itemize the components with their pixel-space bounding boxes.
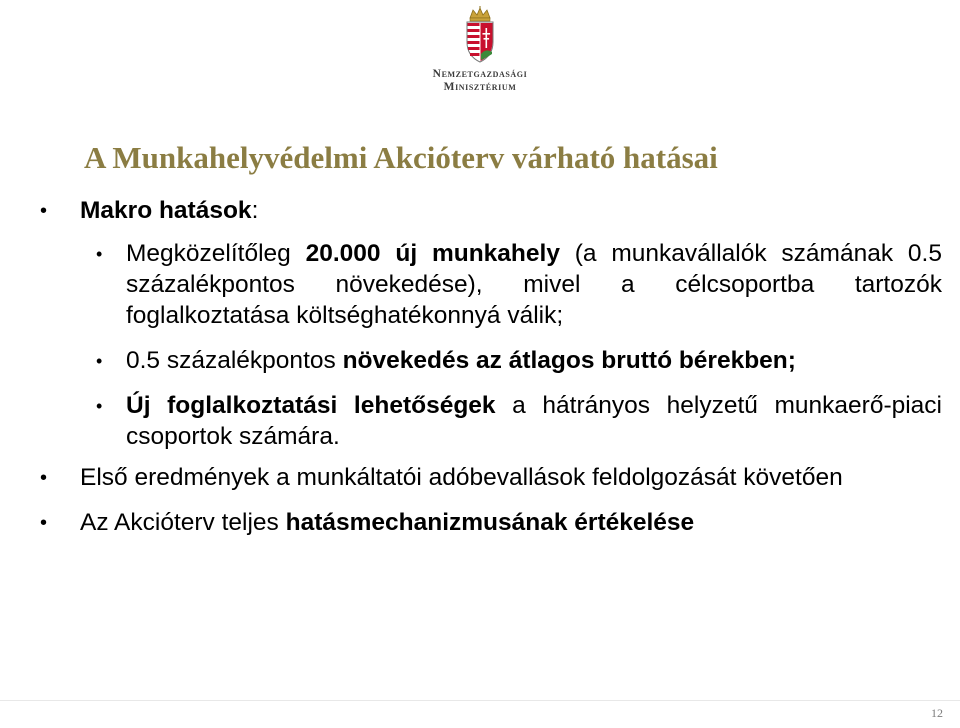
makro-label: Makro hatások (80, 197, 252, 224)
bullet-makro (40, 195, 942, 226)
makro-sublist (40, 238, 942, 452)
sub-bullet-lehetosegek (78, 390, 942, 452)
bullet-dot-icon: • (96, 244, 103, 264)
sub-bullet-berek (78, 345, 942, 376)
org-name-line2: Minisztérium (443, 81, 517, 93)
bullet-dot-icon: • (40, 200, 48, 222)
sub2-pre: 0.5 százalékpontos (126, 347, 343, 374)
bullet-dot-icon: • (40, 512, 48, 534)
bullet-dot-icon: • (96, 396, 103, 416)
slide-content (40, 195, 942, 550)
elso-text: Első eredmények a munkáltatói adóbevallások feldolgozását követően (80, 464, 843, 491)
sub3-bold: Új foglalkoztatási lehetőségek (126, 392, 496, 419)
org-name-line1: Nemzetgazdasági (432, 68, 528, 80)
page-number: 12 (931, 706, 943, 720)
footer-divider (0, 700, 960, 701)
coat-of-arms-icon (460, 6, 500, 64)
makro-colon: : (251, 197, 259, 224)
ministry-logo (420, 6, 540, 106)
sub3-post: a hátrányos helyzetű munkaerő-piaci csoportok számára. (126, 392, 943, 450)
sub-bullet-munkahely (78, 238, 942, 331)
sub1-bold: 20.000 új munkahely (305, 240, 560, 267)
bullet-akcioterv (40, 507, 942, 538)
teljes-bold: hatásmechanizmusának értékelése (285, 509, 695, 536)
bullet-dot-icon: • (96, 351, 103, 371)
sub2-bold: növekedés az átlagos bruttó bérekben; (342, 347, 796, 374)
sub1-pre: Megközelítőleg (126, 240, 306, 267)
bullet-dot-icon: • (40, 467, 48, 489)
sub1-post: (a munkavállalók számának 0.5 százalékpontos növekedése), mivel a célcsoportba tartozók foglalkoztatása költséghatékonnyá válik; (126, 240, 942, 329)
bullet-elso-eredmenyek (40, 462, 942, 493)
slide-title: A Munkahelyvédelmi Akcióterv várható hatásai (84, 140, 718, 175)
teljes-pre: Az Akcióterv teljes (80, 509, 286, 536)
